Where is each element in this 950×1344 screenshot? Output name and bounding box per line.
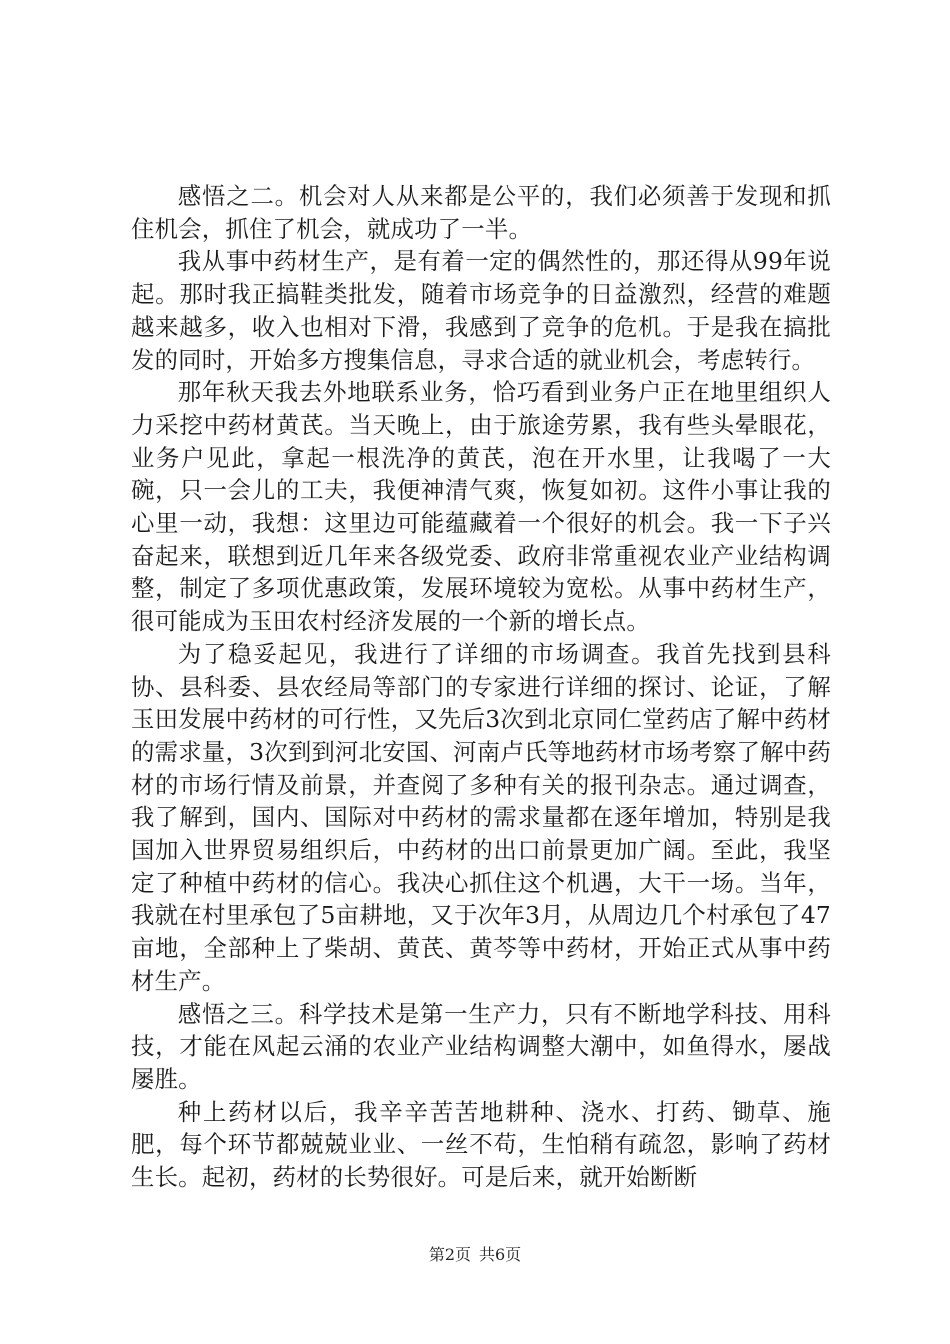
page-number: 第2页	[428, 1245, 471, 1264]
page-footer	[0, 1242, 950, 1265]
paragraph: 我从事中药材生产，是有着一定的偶然性的，那还得从99年说起。那时我正搞鞋类批发，随着市场竞争的日益激烈，经营的难题越来越多，收入也相对下滑，我感到了竞争的危机。于是我在搞批发的同时，开始多方搜集信息，寻求合适的就业机会，考虑转行。	[131, 247, 831, 374]
paragraph: 感悟之三。科学技术是第一生产力，只有不断地学科技、用科技，才能在风起云涌的农业产业结构调整大潮中，如鱼得水，屡战屡胜。	[131, 999, 831, 1093]
paragraph: 感悟之二。机会对人从来都是公平的，我们必须善于发现和抓住机会，抓住了机会，就成功了一半。	[131, 182, 831, 243]
document-body	[131, 180, 831, 1194]
paragraph: 种上药材以后，我辛辛苦苦地耕种、浇水、打药、锄草、施肥，每个环节都兢兢业业、一丝不苟，生怕稍有疏忽，影响了药材生长。起初，药材的长势很好。可是后来，就开始断断	[131, 1097, 831, 1192]
paragraph: 为了稳妥起见，我进行了详细的市场调查。我首先找到县科协、县科委、县农经局等部门的专家进行详细的探讨、论证，了解玉田发展中药材的可行性，又先后3次到北京同仁堂药店了解中药材的需求量，3次到到河北安国、河南卢氏等地药材市场考察了解中药材的市场行情及前景，并查阅了多种有关的报刊杂志。通过调查，我了解到，国内、国际对中药材的需求量都在逐年增加，特别是我国加入世界贸易组织后，中药材的出口前景更加广阔。至此，我坚定了种植中药材的信心。我决心抓住这个机遇，大干一场。当年，我就在村里承包了5亩耕地，又于次年3月，从周边几个村承包了47亩地，全部种上了柴胡、黄芪、黄芩等中药材，开始正式从事中药材生产。	[131, 639, 831, 995]
paragraph: 那年秋天我去外地联系业务，恰巧看到业务户正在地里组织人力采挖中药材黄芪。当天晚上，由于旅途劳累，我有些头晕眼花，业务户见此，拿起一根洗净的黄芪，泡在开水里，让我喝了一大碗，只一会儿的工夫，我便神清气爽，恢复如初。这件小事让我的心里一动，我想：这里边可能蕴藏着一个很好的机会。我一下子兴奋起来，联想到近几年来各级党委、政府非常重视农业产业结构调整，制定了多项优惠政策，发展环境较为宽松。从事中药材生产，很可能成为玉田农村经济发展的一个新的增长点。	[131, 378, 831, 636]
page-total: 共6页	[479, 1245, 522, 1264]
